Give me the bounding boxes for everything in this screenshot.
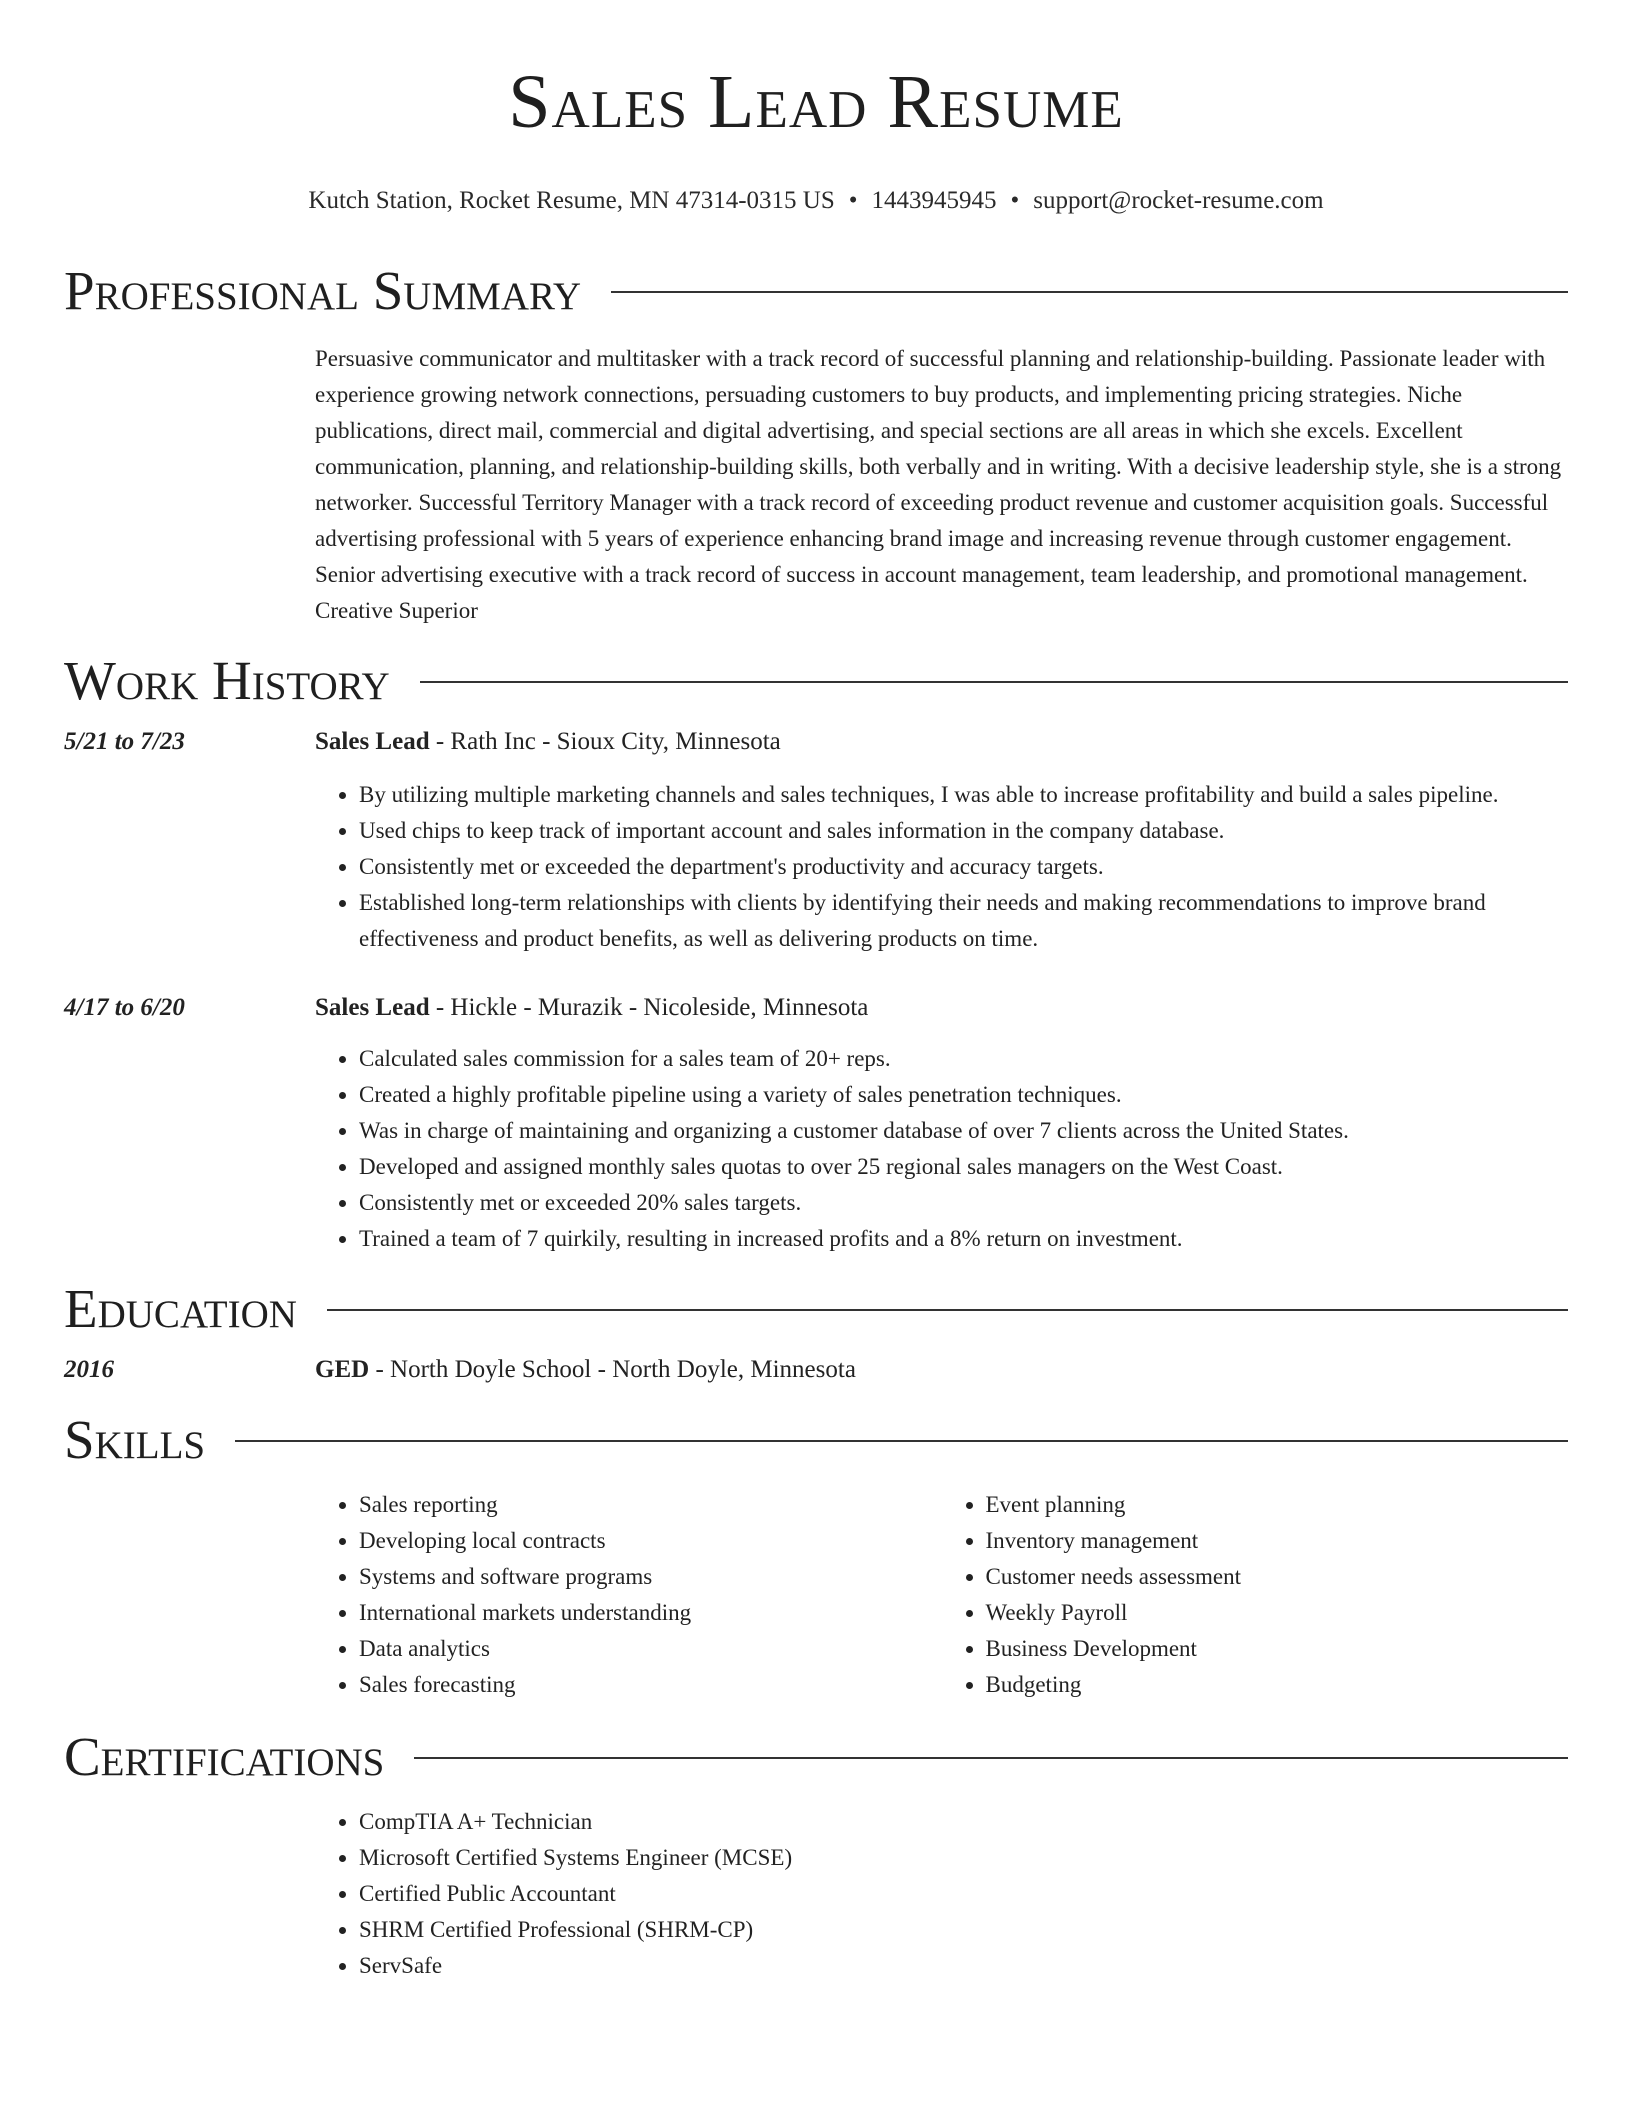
- section-divider: [420, 681, 1568, 683]
- work-entry-title-line: [315, 990, 1568, 1026]
- work-history-heading-text: Work History: [64, 650, 390, 711]
- job-title: Sales Lead: [315, 728, 430, 755]
- skills-body: [315, 1487, 1568, 1703]
- job-title: Sales Lead: [315, 994, 430, 1021]
- resume-page: [64, 0, 1568, 1984]
- education-entry: [64, 1352, 1568, 1388]
- contact-separator: •: [1010, 187, 1020, 214]
- section-divider: [235, 1440, 1568, 1442]
- certifications-heading: [64, 1726, 1568, 1787]
- work-entry: [64, 724, 1568, 957]
- section-divider: [414, 1757, 1568, 1759]
- job-details: - Rath Inc - Sioux City, Minnesota: [429, 728, 781, 755]
- skill-item: • Developing local contracts: [359, 1523, 942, 1559]
- job-bullet: • Trained a team of 7 quirkily, resulting in increased profits and a 8% return on investment.: [359, 1221, 1568, 1257]
- certifications-heading-text: Certifications: [64, 1726, 385, 1787]
- certification-item: • Certified Public Accountant: [359, 1876, 1568, 1912]
- work-entry-dates: 4/17 to 6/20: [64, 994, 185, 1021]
- certification-item: • CompTIA A+ Technician: [359, 1804, 1568, 1840]
- job-bullet: • Established long-term relationships with clients by identifying their needs and making recommendations to improve brand effectiveness and product benefits, as well as delivering products on time.: [359, 885, 1568, 957]
- work-entry-title-line: [315, 724, 1568, 760]
- job-bullets: [315, 1041, 1568, 1257]
- skills-list-left: [315, 1487, 942, 1703]
- job-details: - Hickle - Murazik - Nicoleside, Minnesota: [429, 994, 869, 1021]
- certifications-body: [315, 1804, 1568, 1984]
- education-title-line: [315, 1352, 1568, 1388]
- education-heading-text: Education: [64, 1278, 297, 1339]
- summary-heading: [64, 260, 1568, 321]
- contact-phone: 1443945945: [871, 187, 997, 214]
- contact-address: Kutch Station, Rocket Resume, MN 47314-0315 US: [308, 187, 835, 214]
- skill-item: • Weekly Payroll: [986, 1595, 1569, 1631]
- summary-text: Persuasive communicator and multitasker with a track record of successful planning and relationship-building. Passionate leader with experience growing network connections, persuading customers to buy products, and implementing pricing strategies. Niche publications, direct mail, commercial and digital advertising, and special sections are all areas in which she excels. Excellent communication, planning, and relationship-building skills, both verbally and in writing. With a decisive leadership style, she is a strong networker. Successful Territory Manager with a track record of exceeding product revenue and customer acquisition goals. Successful advertising professional with 5 years of experience enhancing brand image and increasing revenue through customer engagement. Senior advertising executive with a track record of success in account management, team leadership, and promotional management. Creative Superior: [315, 346, 1562, 623]
- skill-item: • Customer needs assessment: [986, 1559, 1569, 1595]
- skills-list-right: [942, 1487, 1569, 1703]
- skill-item: • Event planning: [986, 1487, 1569, 1523]
- section-divider: [611, 291, 1568, 293]
- certification-item: • SHRM Certified Professional (SHRM-CP): [359, 1912, 1568, 1948]
- certifications-list: [315, 1804, 1568, 1984]
- education-year: 2016: [64, 1356, 114, 1383]
- job-bullet: • Calculated sales commission for a sales team of 20+ reps.: [359, 1041, 1568, 1077]
- job-bullet: • By utilizing multiple marketing channels and sales techniques, I was able to increase profitability and build a sales pipeline.: [359, 777, 1568, 813]
- work-history-heading: [64, 650, 1568, 711]
- skill-item: • Inventory management: [986, 1523, 1569, 1559]
- job-bullet: • Developed and assigned monthly sales quotas to over 25 regional sales managers on the West Coast.: [359, 1149, 1568, 1185]
- contact-separator: •: [848, 187, 858, 214]
- work-entry-dates: 5/21 to 7/23: [64, 728, 185, 755]
- skill-item: • International markets understanding: [359, 1595, 942, 1631]
- skill-item: • Sales forecasting: [359, 1667, 942, 1703]
- contact-email[interactable]: support@rocket-resume.com: [1033, 187, 1324, 214]
- education-details: - North Doyle School - North Doyle, Minnesota: [369, 1356, 856, 1383]
- certification-item: • ServSafe: [359, 1948, 1568, 1984]
- skill-item: • Budgeting: [986, 1667, 1569, 1703]
- skills-heading-text: Skills: [64, 1409, 206, 1470]
- skill-item: • Data analytics: [359, 1631, 942, 1667]
- job-bullets: [315, 777, 1568, 957]
- resume-title: Sales Lead Resume: [508, 60, 1124, 144]
- education-heading: [64, 1278, 1568, 1339]
- summary-heading-text: Professional Summary: [64, 260, 582, 321]
- certification-item: • Microsoft Certified Systems Engineer (MCSE): [359, 1840, 1568, 1876]
- job-bullet: • Consistently met or exceeded 20% sales targets.: [359, 1185, 1568, 1221]
- skills-heading: [64, 1409, 1568, 1470]
- skills-grid: [315, 1487, 1568, 1703]
- work-entry: [64, 990, 1568, 1257]
- skill-item: • Business Development: [986, 1631, 1569, 1667]
- skill-item: • Systems and software programs: [359, 1559, 942, 1595]
- job-bullet: • Used chips to keep track of important account and sales information in the company database.: [359, 813, 1568, 849]
- job-bullet: • Created a highly profitable pipeline using a variety of sales penetration techniques.: [359, 1077, 1568, 1113]
- contact-line: [64, 187, 1568, 219]
- job-bullet: • Consistently met or exceeded the department's productivity and accuracy targets.: [359, 849, 1568, 885]
- section-divider: [327, 1309, 1568, 1311]
- skill-item: • Sales reporting: [359, 1487, 942, 1523]
- job-bullet: • Was in charge of maintaining and organizing a customer database of over 7 clients across the United States.: [359, 1113, 1568, 1149]
- education-degree: GED: [315, 1356, 370, 1383]
